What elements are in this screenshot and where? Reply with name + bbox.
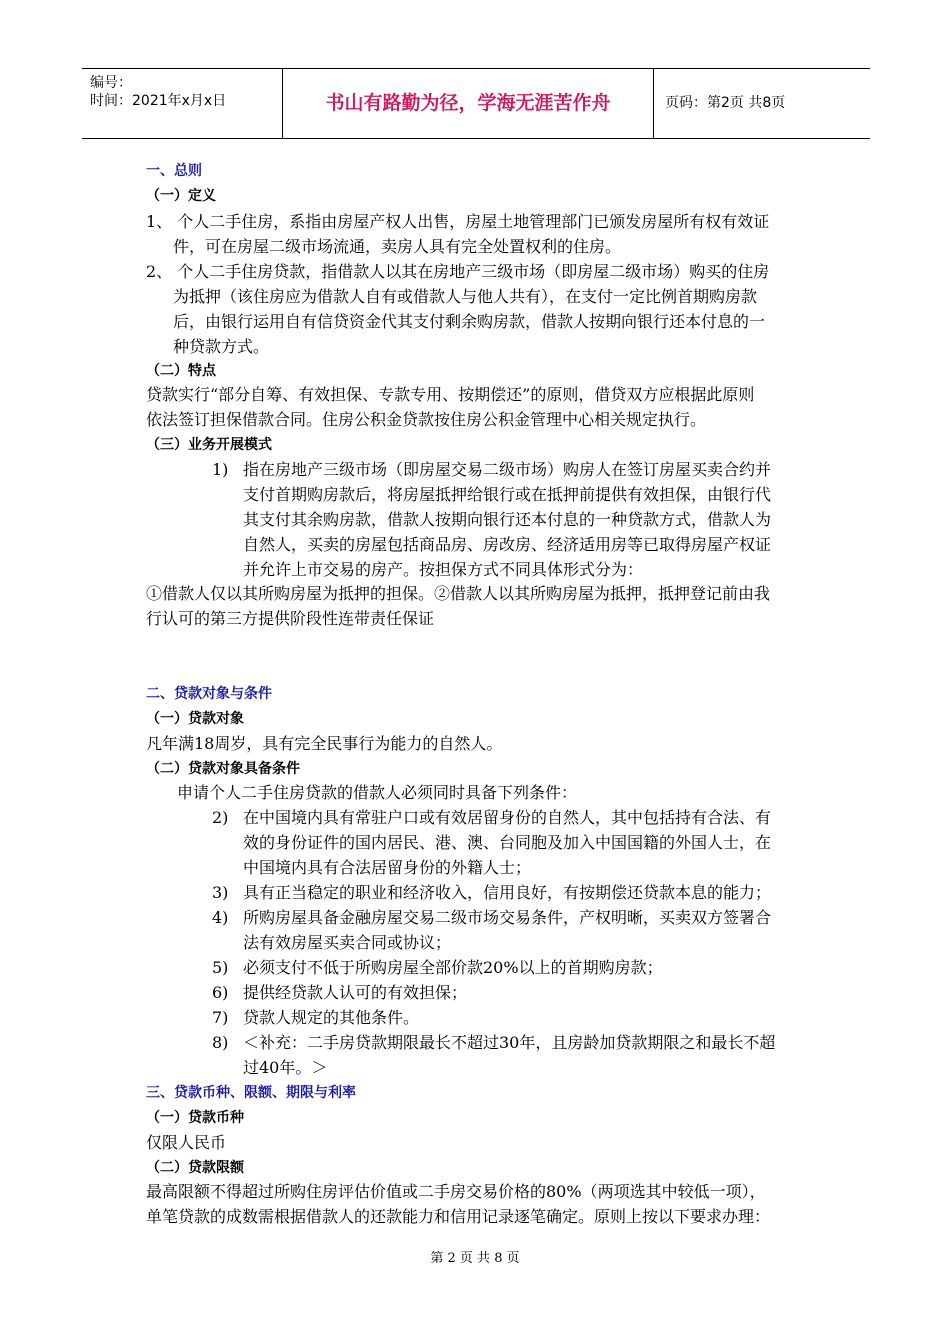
- paragraph-line: 仅限人民币: [146, 1133, 227, 1152]
- page-footer: 第 2 页 共 8 页: [430, 1251, 520, 1266]
- list-marker: 2): [212, 808, 229, 827]
- paragraph-line: ＜补充：二手房贷款期限最长不超过30年，且房龄加贷款期限之和最长不超: [243, 1033, 776, 1052]
- list-marker: 7): [212, 1008, 229, 1027]
- paragraph-line: 凡年满18周岁，具有完全民事行为能力的自然人。: [146, 734, 503, 753]
- list-marker: 6): [212, 983, 229, 1002]
- paragraph-line: 贷款实行“部分自筹、有效担保、专款专用、按期偿还”的原则，借贷双方应根据此原则: [146, 385, 755, 404]
- header-page-number: 页码：第2页 共8页: [665, 95, 786, 111]
- section-heading: 一、总则: [146, 163, 202, 179]
- section-heading: 二、贷款对象与条件: [146, 686, 272, 702]
- subsection-heading: （一）贷款对象: [146, 711, 244, 727]
- paragraph-line: 必须支付不低于所购房屋全部价款20%以上的首期购房款；: [243, 958, 663, 977]
- subsection-heading: （二）特点: [146, 363, 216, 379]
- subsection-heading: （一）定义: [146, 188, 216, 204]
- paragraph-line: 贷款人规定的其他条件。: [243, 1008, 420, 1027]
- subsection-heading: （一）贷款币种: [146, 1110, 244, 1126]
- paragraph-line: 单笔贷款的成数需根据借款人的还款能力和信用记录逐笔确定。原则上按以下要求办理：: [146, 1207, 771, 1226]
- paragraph-line: 后，由银行运用自有信贷资金代其支付剩余购房款，借款人按期向银行还本付息的一: [173, 312, 766, 331]
- paragraph-line: 1、 个人二手住房，系指由房屋产权人出售，房屋土地管理部门已颁发房屋所有权有效证: [146, 212, 770, 231]
- paragraph-line: 指在房地产三级市场（即房屋交易二级市场）购房人在签订房屋买卖合约并: [243, 460, 772, 479]
- list-marker: 8): [212, 1033, 229, 1052]
- list-marker: 3): [212, 883, 229, 902]
- paragraph-line: ①借款人仅以其所购房屋为抵押的担保。②借款人以其所购房屋为抵押，抵押登记前由我: [146, 584, 771, 603]
- paragraph-line: 最高限额不得超过所购住房评估价值或二手房交易价格的80%（两项选其中较低一项），: [146, 1182, 766, 1201]
- paragraph-line: 支付首期购房款后，将房屋抵押给银行或在抵押前提供有效担保，由银行代: [243, 485, 772, 504]
- subsection-heading: （二）贷款限额: [146, 1160, 244, 1176]
- document-number-label: 编号：: [90, 75, 132, 91]
- paragraph-line: 提供经贷款人认可的有效担保；: [243, 983, 468, 1002]
- paragraph-line: 过40年。＞: [243, 1058, 328, 1077]
- paragraph-line: 种贷款方式。: [173, 337, 270, 356]
- paragraph-line: 效的身份证件的国内居民、港、澳、台同胞及加入中国国籍的外国人士，在: [243, 833, 772, 852]
- paragraph-line: 其支付其余购房款，借款人按期向银行还本付息的一种贷款方式，借款人为: [243, 510, 772, 529]
- paragraph-line: 2、 个人二手住房贷款，指借款人以其在房地产三级市场（即房屋二级市场）购买的住房: [146, 262, 770, 281]
- subsection-heading: （二）贷款对象具备条件: [146, 761, 300, 777]
- paragraph-line: 在中国境内具有常驻户口或有效居留身份的自然人，其中包括持有合法、有: [243, 808, 772, 827]
- list-marker: 1): [212, 460, 229, 479]
- paragraph-line: 行认可的第三方提供阶段性连带责任保证: [146, 609, 435, 628]
- paragraph-line: 所购房屋具备金融房屋交易二级市场交易条件，产权明晰，买卖双方签署合: [243, 908, 772, 927]
- header-meta: [82, 69, 283, 138]
- list-marker: 5): [212, 958, 229, 977]
- paragraph-line: 中国境内具有合法居留身份的外籍人士；: [243, 858, 532, 877]
- section-heading: 三、贷款币种、限额、期限与利率: [146, 1085, 356, 1101]
- paragraph-line: 自然人，买卖的房屋包括商品房、房改房、经济适用房等已取得房屋产权证: [243, 535, 772, 554]
- subsection-heading: （三）业务开展模式: [146, 437, 272, 453]
- page-header: [82, 68, 870, 139]
- paragraph-line: 为抵押（该住房应为借款人自有或借款人与他人共有），在支付一定比例首期购房款: [173, 287, 758, 306]
- paragraph-line: 并允许上市交易的房产。按担保方式不同具体形式分为：: [243, 560, 644, 579]
- list-marker: 4): [212, 908, 229, 927]
- paragraph-line: 具有正当稳定的职业和经济收入，信用良好，有按期偿还贷款本息的能力；: [243, 883, 772, 902]
- header-motto: 书山有路勤为径，学海无涯苦作舟: [283, 69, 654, 138]
- paragraph-line: 依法签订担保借款合同。住房公积金贷款按住房公积金管理中心相关规定执行。: [146, 410, 707, 429]
- document-date-label: 时间：2021年x月x日: [90, 93, 227, 109]
- paragraph-line: 法有效房屋买卖合同或协议；: [243, 933, 452, 952]
- paragraph-line: 申请个人二手住房贷款的借款人必须同时具备下列条件：: [177, 783, 578, 802]
- paragraph-line: 件，可在房屋二级市场流通，卖房人具有完全处置权利的住房。: [173, 237, 622, 256]
